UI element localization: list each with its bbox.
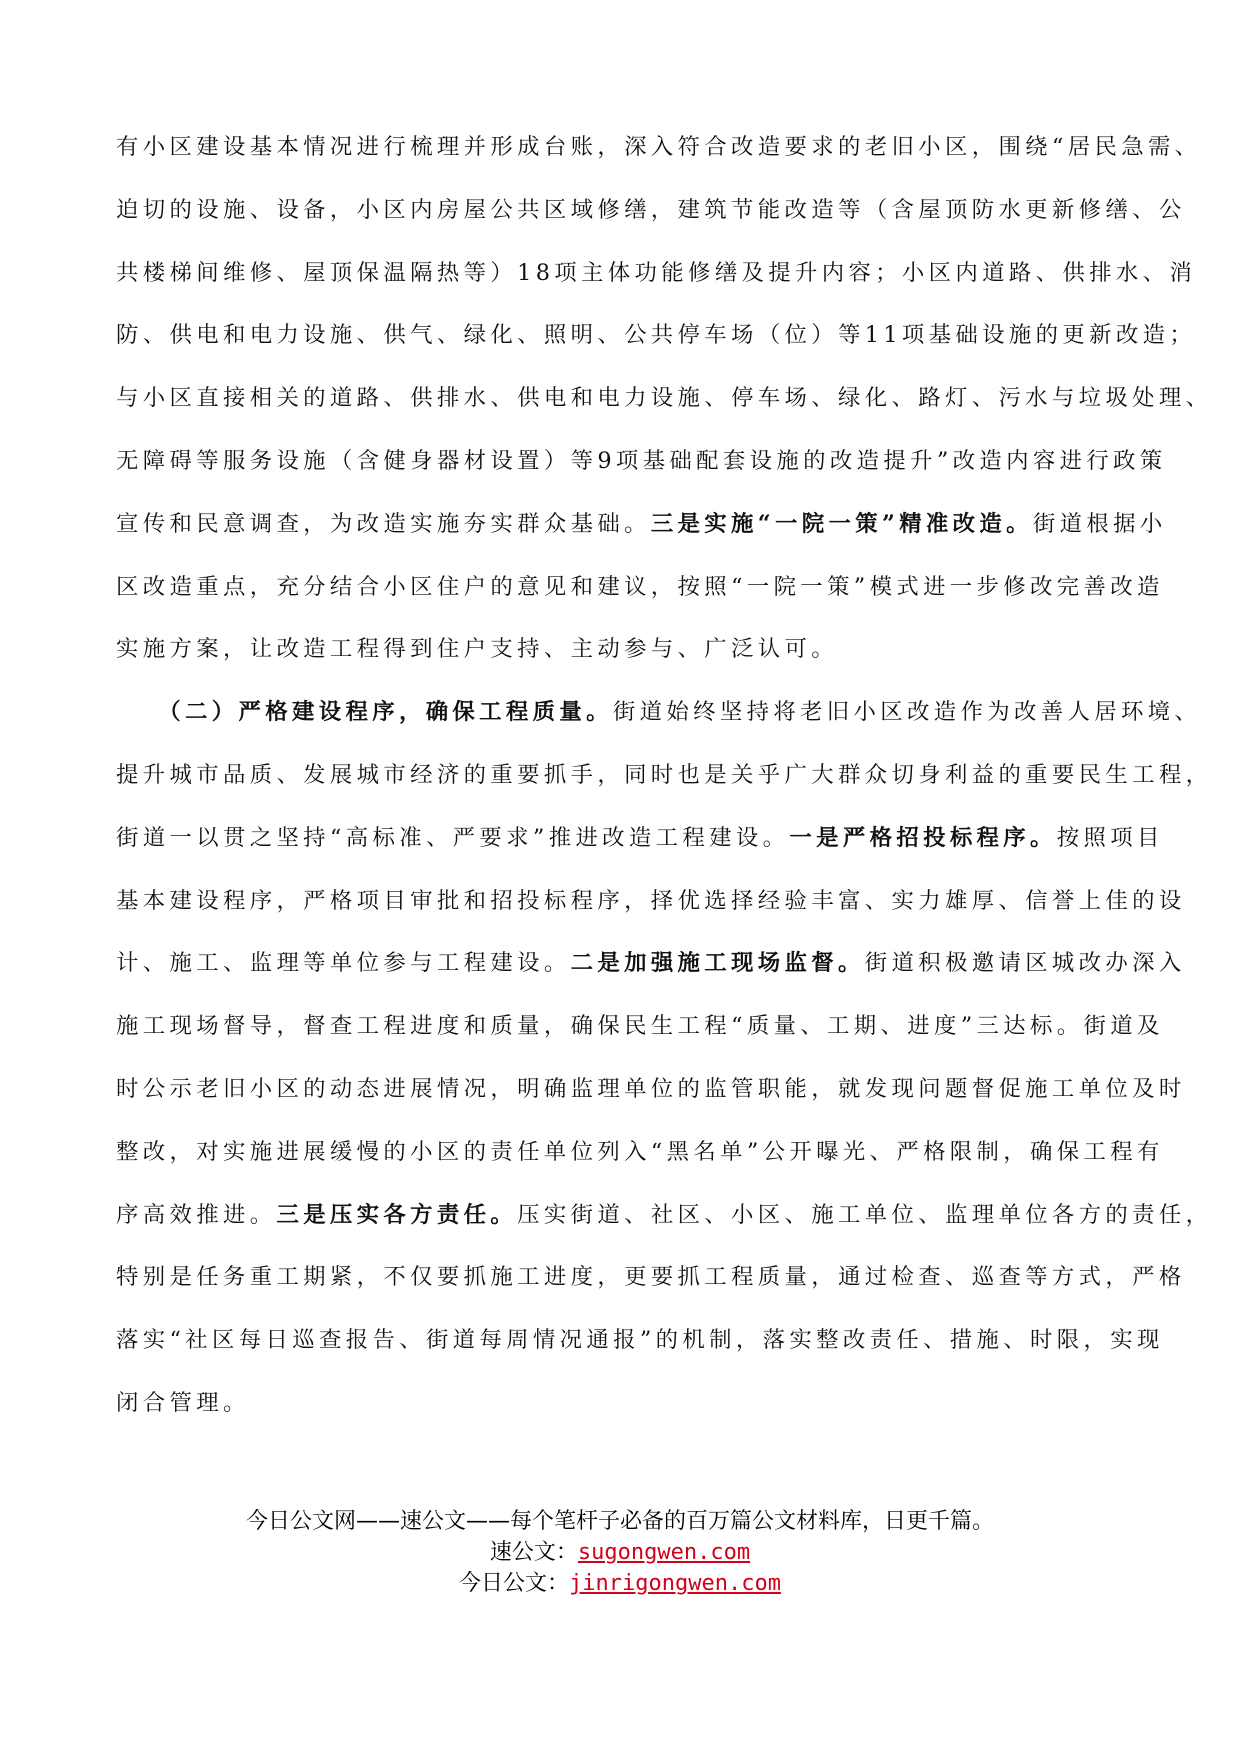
body-text: 按照项目 [1056, 825, 1164, 851]
body-line: 与小区直接相关的道路、供排水、供电和电力设施、停车场、绿化、路灯、污水与垃圾处理、 [116, 385, 1213, 411]
body-line: 实施方案，让改造工程得到住户支持、主动参与、广泛认可。 [116, 636, 838, 662]
body-line [116, 818, 1164, 858]
sugongwen-link[interactable]: sugongwen.com [577, 1540, 751, 1565]
body-line: 特别是任务重工期紧，不仅要抓施工进度，更要抓工程质量，通过检查、巡查等方式，严格 [116, 1264, 1186, 1290]
body-text: 街道积极邀请区城改办深入 [864, 950, 1186, 976]
section-heading: （二）严格建设程序，确保工程质量。 [169, 699, 613, 725]
body-text: 序高效推进。 [116, 1202, 277, 1228]
footer-link-row-1 [0, 1538, 1240, 1568]
body-line: 共楼梯间维修、屋顶保温隔热等）18项主体功能修缮及提升内容；小区内道路、供排水、消 [116, 260, 1197, 286]
footer-link-label: 速公文： [489, 1540, 578, 1565]
body-line: 施工现场督导，督查工程进度和质量，确保民生工程“质量、工期、进度”三达标。街道及 [116, 1013, 1164, 1039]
bold-heading: 三是压实各方责任。 [276, 1202, 518, 1228]
section-heading-line [116, 692, 1202, 732]
body-line: 防、供电和电力设施、供气、绿化、照明、公共停车场（位）等11项基础设施的更新改造； [116, 322, 1197, 348]
body-line [116, 504, 1167, 544]
body-line: 提升城市品质、发展城市经济的重要抓手，同时也是关乎广大群众切身利益的重要民生工程， [116, 762, 1213, 788]
footer-link-row-2 [0, 1569, 1240, 1599]
bold-heading: 一是严格招投标程序。 [789, 825, 1057, 851]
body-text: 计、施工、监理等单位参与工程建设。 [116, 950, 571, 976]
footer-link-label: 今日公文： [459, 1571, 570, 1596]
body-text: 压实街道、社区、小区、施工单位、监理单位各方的责任， [517, 1202, 1213, 1228]
body-line: 时公示老旧小区的动态进展情况，明确监理单位的监管职能，就发现问题督促施工单位及时 [116, 1076, 1186, 1102]
body-line: 迫切的设施、设备，小区内房屋公共区域修缮，建筑节能改造等（含屋顶防水更新修缮、公 [116, 197, 1186, 223]
body-line [116, 943, 1186, 983]
body-text: 街道始终坚持将老旧小区改造作为改善人居环境、 [612, 699, 1202, 725]
body-line: 整改，对实施进展缓慢的小区的责任单位列入“黑名单”公开曝光、严格限制，确保工程有 [116, 1139, 1164, 1165]
jinrigongwen-link[interactable]: jinrigongwen.com [569, 1571, 781, 1596]
body-text: 街道一以贯之坚持“高标准、严要求”推进改造工程建设。 [116, 825, 790, 851]
body-line: 区改造重点，充分结合小区住户的意见和建议，按照“一院一策”模式进一步修改完善改造 [116, 574, 1164, 600]
bold-heading: 三是实施“一院一策”精准改造。 [650, 511, 1033, 537]
body-line: 闭合管理。 [116, 1390, 250, 1416]
bold-heading: 二是加强施工现场监督。 [570, 950, 865, 976]
body-line: 落实“社区每日巡查报告、街道每周情况通报”的机制，落实整改责任、措施、时限，实现 [116, 1327, 1164, 1353]
body-line: 有小区建设基本情况进行梳理并形成台账，深入符合改造要求的老旧小区，围绕“居民急需、 [116, 134, 1202, 160]
body-line: 无障碍等服务设施（含健身器材设置）等9项基础配套设施的改造提升”改造内容进行政策 [116, 448, 1167, 474]
indent [116, 699, 169, 725]
body-line: 基本建设程序，严格项目审批和招投标程序，择优选择经验丰富、实力雄厚、信誉上佳的设 [116, 888, 1186, 914]
body-text: 宣传和民意调查，为改造实施夯实群众基础。 [116, 511, 651, 537]
body-line [116, 1195, 1213, 1235]
body-text: 街道根据小 [1032, 511, 1167, 537]
footer-tagline: 今日公文网——速公文——每个笔杆子必备的百万篇公文材料库，日更千篇。 [245, 1509, 994, 1534]
